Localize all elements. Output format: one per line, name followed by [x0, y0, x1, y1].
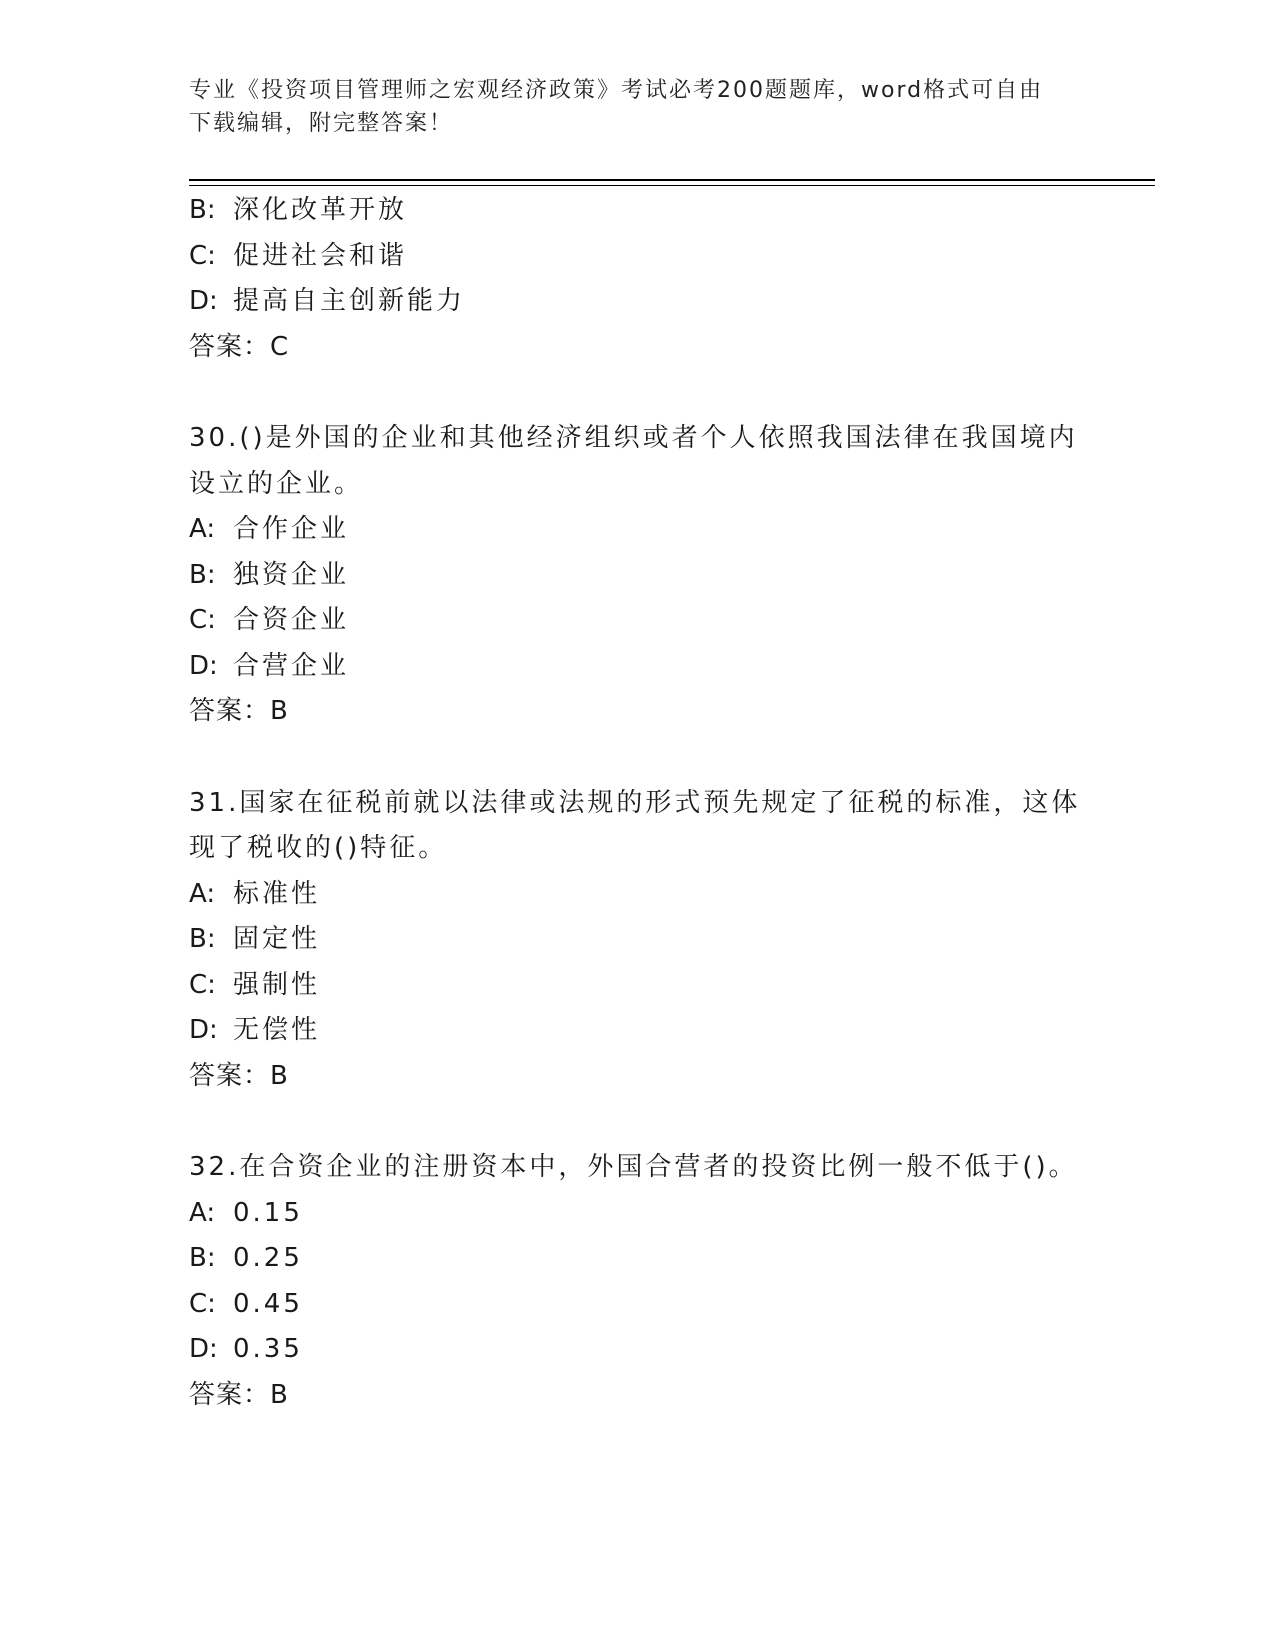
option-label: C: — [189, 969, 216, 1000]
option-b — [189, 188, 1109, 234]
answer-line: 答案：B — [189, 696, 289, 726]
option-text: 合作企业 — [233, 514, 350, 544]
option-text: 0.35 — [233, 1334, 303, 1364]
option-text: 合营企业 — [233, 650, 350, 681]
option-text: 深化改革开放 — [233, 195, 408, 225]
option-label: D: — [189, 650, 218, 681]
option-label: C: — [189, 1288, 216, 1319]
question-stem-line-2: 设立的企业。 — [189, 468, 364, 499]
option-label: D: — [189, 1015, 218, 1045]
option-c — [189, 598, 1109, 644]
option-a — [189, 872, 1109, 918]
question-32 — [189, 1145, 1109, 1418]
question-stem-line-1: 32.在合资企业的注册资本中，外国合营者的投资比例一般不低于()。 — [189, 1152, 1078, 1182]
option-label: C: — [189, 240, 216, 271]
question-31 — [189, 781, 1109, 1100]
document-header — [189, 74, 1089, 140]
answer-line: 答案：B — [189, 1379, 289, 1410]
option-text: 促进社会和谐 — [233, 240, 408, 271]
option-label: C: — [189, 605, 216, 635]
option-label: A: — [189, 878, 216, 909]
question-stem-line-1: 30.()是外国的企业和其他经济组织或者个人依照我国法律在我国境内 — [189, 423, 1078, 453]
header-rule-thick — [189, 179, 1155, 181]
answer-line: 答案：C — [189, 331, 290, 362]
option-label: D: — [189, 1334, 218, 1364]
question-stem-line-2: 现了税收的()特征。 — [189, 833, 448, 863]
option-text: 0.15 — [233, 1197, 303, 1228]
option-b — [189, 917, 1109, 963]
question-stem-line-1: 31.国家在征税前就以法律或法规的形式预先规定了征税的标准，这体 — [189, 787, 1081, 818]
option-text: 标准性 — [233, 878, 321, 909]
header-line-2: 下载编辑，附完整答案！ — [189, 111, 454, 136]
answer-line: 答案：B — [189, 1060, 289, 1091]
option-label: B: — [189, 924, 216, 954]
question-29-tail — [189, 188, 1109, 370]
option-d — [189, 644, 1109, 690]
option-text: 强制性 — [233, 969, 321, 1000]
option-text: 固定性 — [233, 924, 321, 954]
option-label: B: — [189, 559, 216, 590]
option-label: B: — [189, 195, 216, 225]
option-label: A: — [189, 1197, 216, 1228]
option-b — [189, 553, 1109, 599]
option-label: D: — [189, 286, 218, 316]
option-b — [189, 1236, 1109, 1282]
option-c — [189, 963, 1109, 1009]
question-list — [189, 188, 1109, 1418]
header-rule-thin — [189, 185, 1155, 186]
header-line-1: 专业《投资项目管理师之宏观经济政策》考试必考200题题库，word格式可自由 — [189, 78, 1044, 103]
question-30 — [189, 416, 1109, 735]
option-a — [189, 507, 1109, 553]
option-label: B: — [189, 1243, 216, 1273]
option-text: 0.45 — [233, 1288, 303, 1319]
option-text: 独资企业 — [233, 559, 350, 590]
option-d — [189, 1008, 1109, 1054]
option-c — [189, 234, 1109, 280]
option-d — [189, 279, 1109, 325]
option-text: 无偿性 — [233, 1015, 321, 1045]
option-text: 合资企业 — [233, 605, 350, 635]
option-label: A: — [189, 514, 216, 544]
option-c — [189, 1282, 1109, 1328]
option-text: 提高自主创新能力 — [233, 286, 466, 316]
option-d — [189, 1327, 1109, 1373]
option-a — [189, 1191, 1109, 1237]
option-text: 0.25 — [233, 1243, 303, 1273]
